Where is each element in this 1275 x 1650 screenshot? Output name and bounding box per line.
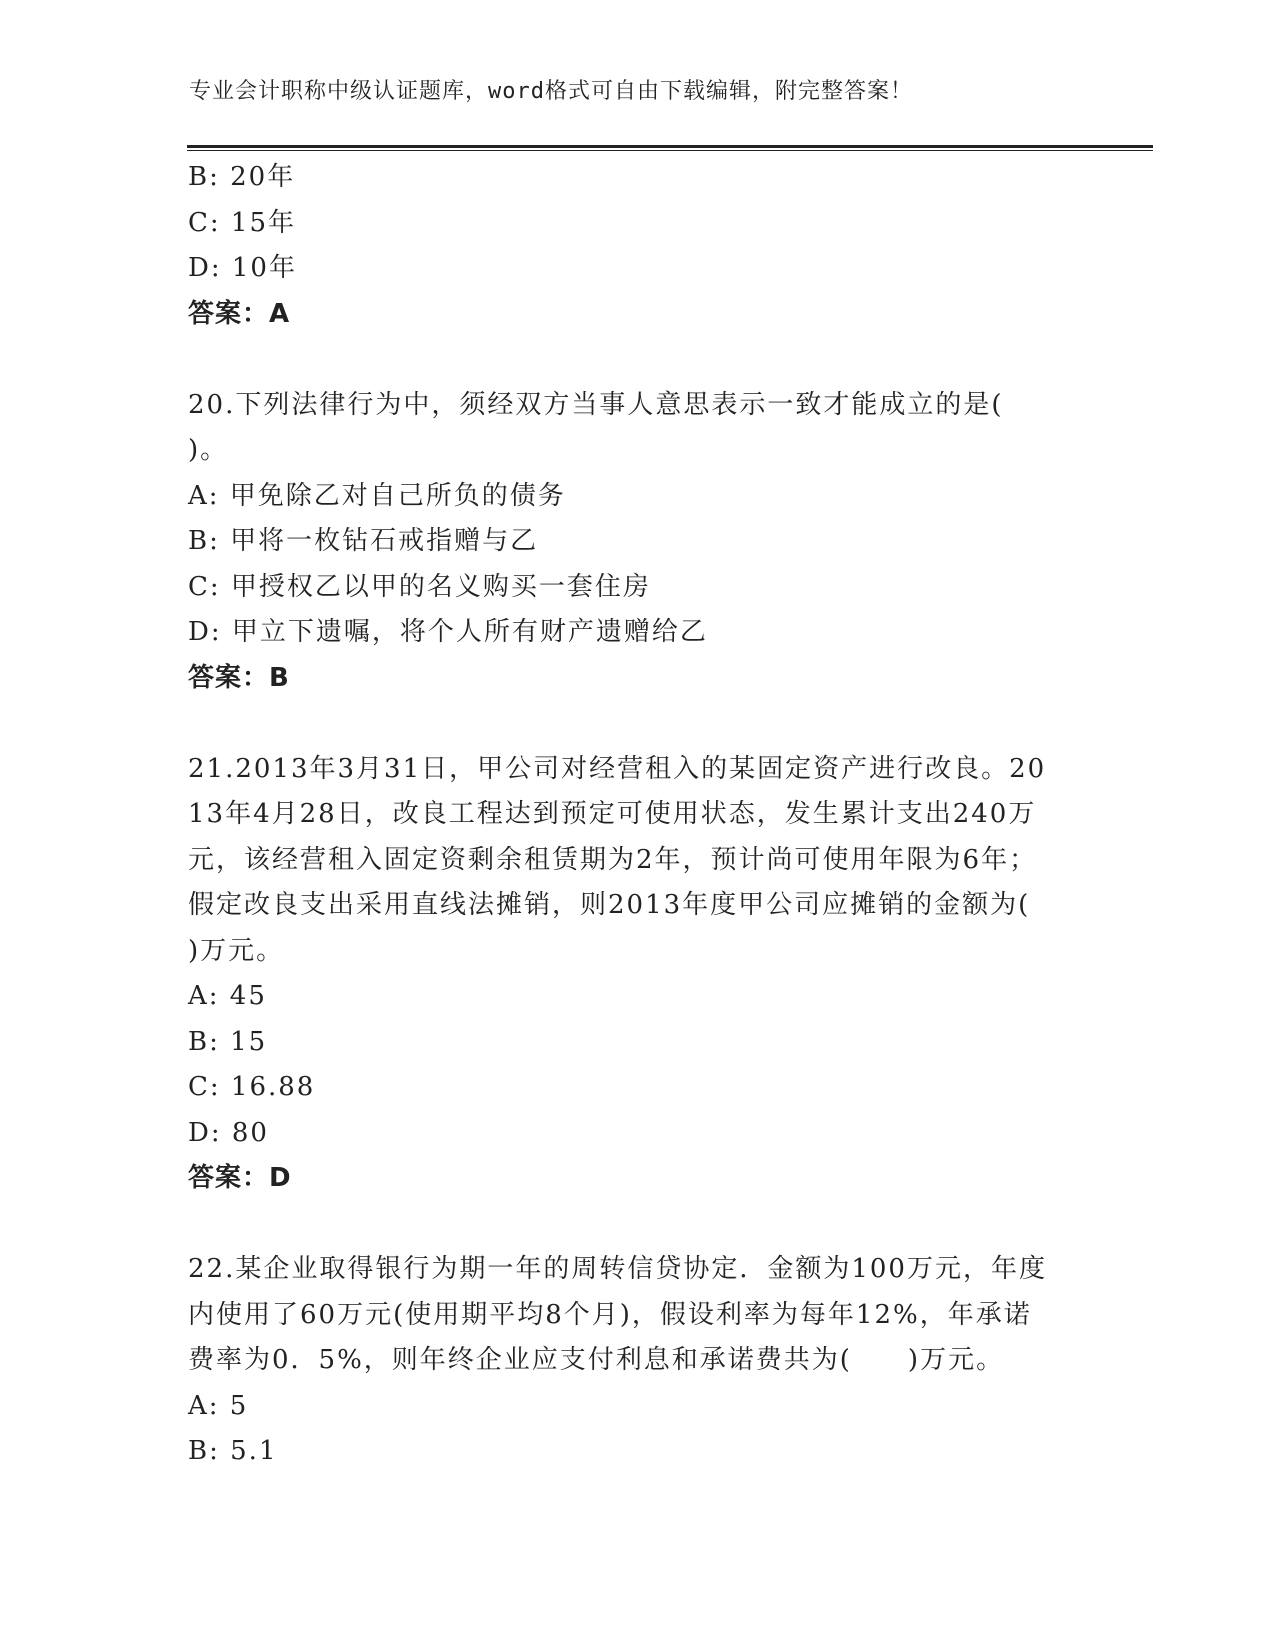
option-line: D: 甲立下遗嘱，将个人所有财产遗赠给乙 <box>188 617 708 647</box>
option-line: B: 甲将一枚钻石戒指赠与乙 <box>188 526 539 556</box>
question-content <box>188 155 1088 1475</box>
option-line: A: 5 <box>188 1390 249 1421</box>
option-line: D: 80 <box>188 1117 269 1148</box>
option-line: A: 45 <box>188 981 267 1011</box>
question-text: 21.2013年3月31日，甲公司对经营租入的某固定资产进行改良。2013年4月28日，改良工程达到预定可使用状态，发生累计支出240万元，该经营租入固定资剩余租赁期为2年，预计尚可使用年限为6年；假定改良支出采用直线法摊销，则2013年度甲公司应摊销的金额为( )万元。 <box>188 753 1087 966</box>
option-line: A: 甲免除乙对自己所负的债务 <box>188 480 566 511</box>
spacer <box>188 1202 1088 1248</box>
option-line: C: 15年 <box>188 207 297 238</box>
answer-line: 答案：A <box>188 298 291 329</box>
option-line: B: 20年 <box>188 162 296 192</box>
question-text: 20.下列法律行为中，须经双方当事人意思表示一致才能成立的是( )。 <box>188 389 1004 465</box>
answer-line: 答案：D <box>188 1163 292 1193</box>
option-line: B: 15 <box>188 1026 268 1057</box>
spacer <box>188 701 1088 747</box>
option-line: C: 甲授权乙以甲的名义购买一套住房 <box>188 571 651 602</box>
spacer <box>188 337 1088 383</box>
option-line: C: 16.88 <box>188 1072 316 1102</box>
option-line: D: 10年 <box>188 253 297 283</box>
page-header: 专业会计职称中级认证题库，word格式可自由下载编辑，附完整答案！ <box>189 79 913 104</box>
question-text: 22.某企业取得银行为期一年的周转信贷协定．金额为100万元，年度内使用了60万元(使用期平均8个月)，假设利率为每年12%，年承诺费率为0．5%，则年终企业应支付利息和承诺费共为( )万元。 <box>188 1254 1047 1375</box>
header-divider <box>187 145 1153 151</box>
answer-line: 答案：B <box>188 662 290 693</box>
option-line: B: 5.1 <box>188 1436 278 1466</box>
